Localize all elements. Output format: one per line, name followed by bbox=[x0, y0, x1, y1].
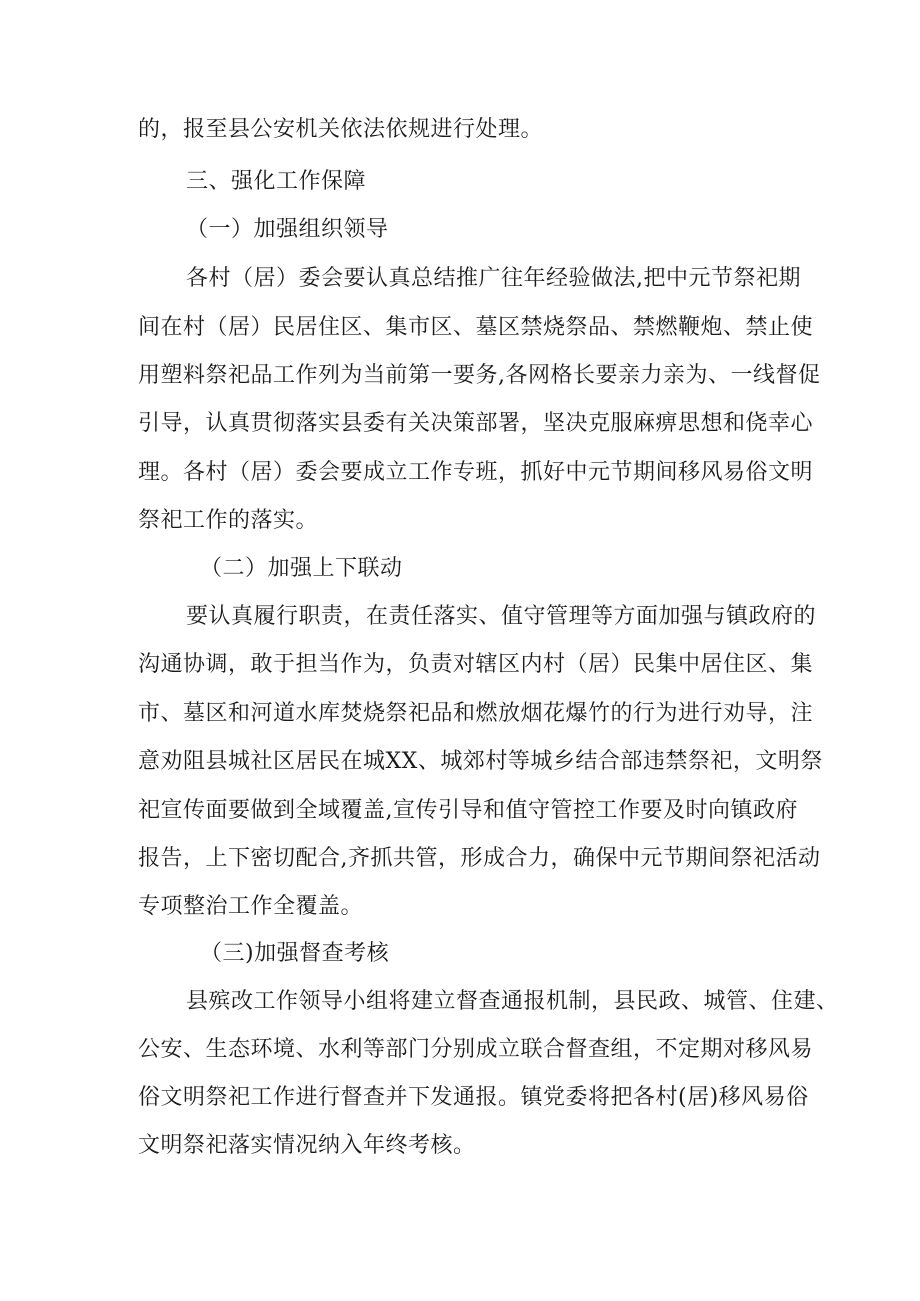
paragraph-line: 县殡改工作领导小组将建立督查通报机制，县民政、城管、住建、 bbox=[186, 989, 839, 1014]
paragraph-line: 要认真履行职责，在责任落实、值守管理等方面加强与镇政府的 bbox=[186, 604, 817, 629]
paragraph-line: 祭祀工作的落实。 bbox=[138, 508, 319, 533]
paragraph-line: 各村（居）委会要认真总结推广往年经验做法,把中元节祭祀期 bbox=[186, 266, 801, 291]
paragraph-line: 引导，认真贯彻落实县委有关决策部署，坚决克服麻痹思想和侥幸心 bbox=[138, 411, 814, 436]
subsection-heading: （二）加强上下联动 bbox=[200, 556, 403, 581]
section-heading: 三、强化工作保障 bbox=[186, 169, 367, 194]
paragraph-line: 意劝阻县城社区居民在城XX、城郊村等城乡结合部违禁祭祀，文明祭 bbox=[138, 749, 823, 774]
paragraph-line: 沟通协调，敢于担当作为，负责对辖区内村（居）民集中居住区、集 bbox=[138, 652, 814, 677]
paragraph-line: 文明祭祀落实情况纳入年终考核。 bbox=[138, 1133, 476, 1158]
subsection-heading: （三)加强督查考核 bbox=[200, 941, 390, 966]
paragraph-line: 报告，上下密切配合,齐抓共管，形成合力，确保中元节期间祭祀活动 bbox=[138, 846, 821, 871]
paragraph-line: 理。各村（居）委会要成立工作专班，抓好中元节期间移风易俗文明 bbox=[138, 460, 814, 485]
paragraph-line: 的，报至县公安机关依法依规进行处理。 bbox=[138, 117, 544, 142]
paragraph-line: 公安、生态环境、水利等部门分别成立联合督查组，不定期对移风易 bbox=[138, 1037, 814, 1062]
paragraph-line: 祀宣传面要做到全域覆盖,宣传引导和值守管控工作要及时向镇政府 bbox=[138, 798, 798, 823]
paragraph-line: 市、墓区和河道水库焚烧祭祀品和燃放烟花爆竹的行为进行劝导，注 bbox=[138, 701, 814, 726]
paragraph-line: 俗文明祭祀工作进行督查并下发通报。镇党委将把各村(居)移风易俗 bbox=[138, 1085, 809, 1110]
paragraph-line: 用塑料祭祀品工作列为当前第一要务,各网格长要亲力亲为、一线督促 bbox=[138, 363, 821, 388]
subsection-heading: （一）加强组织领导 bbox=[186, 217, 389, 242]
paragraph-line: 间在村（居）民居住区、集市区、墓区禁烧祭品、禁燃鞭炮、禁止使 bbox=[138, 315, 814, 340]
paragraph-line: 专项整治工作全覆盖。 bbox=[138, 894, 364, 919]
